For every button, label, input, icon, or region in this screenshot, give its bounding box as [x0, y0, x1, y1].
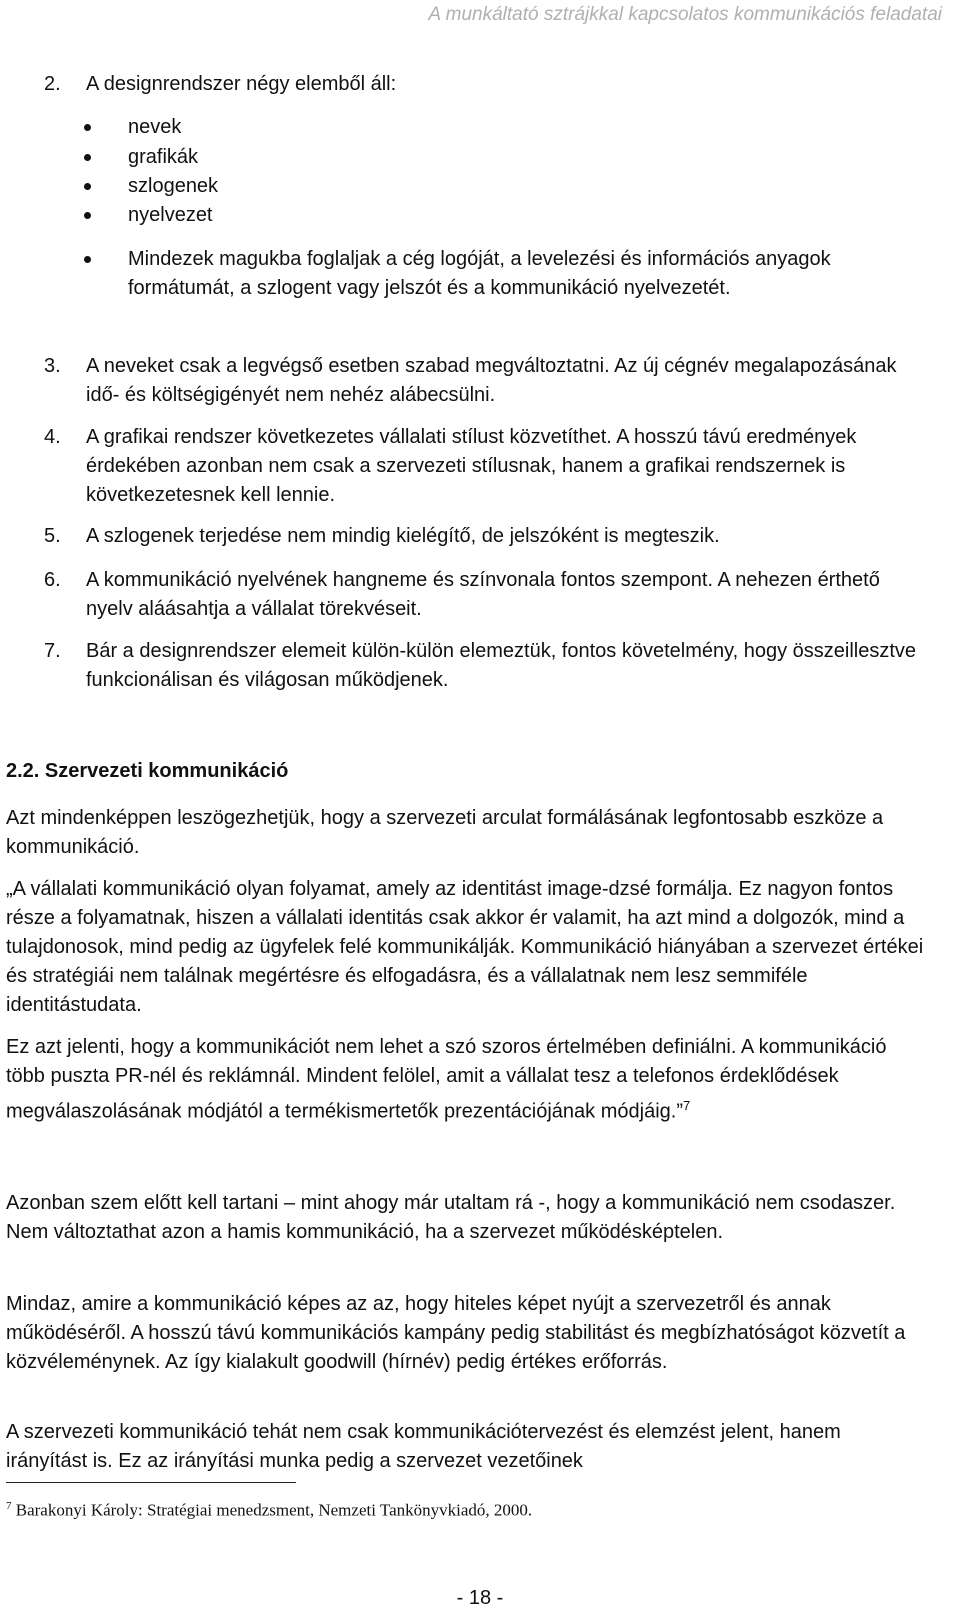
footnote-divider: [6, 1482, 296, 1483]
page-number: - 18 -: [456, 1587, 504, 1609]
list-item-7: [44, 637, 924, 695]
list-text: A neveket csak a legvégső esetben szabad megváltoztatni. Az új cégnév megalapozásának idő- és költségigényét nem nehéz alábecsülni.: [86, 355, 897, 406]
list-item-2: [44, 70, 924, 99]
list-number: 5.: [44, 525, 61, 547]
paragraph: „A vállalati kommunikáció olyan folyamat, amely az identitást image-dzsé formálja. Ez nagyon fontos része a folyamatnak, hiszen a vállalati identitás csak akkor ér valamit, ha azt mind a dolgozók, mind a tulajdonosok, mind pedig az ügyfelek felé kommunikálják. Kommunikáció hiányában a szervezet értékei és stratégiái nem találnak megértésre és elfogadásra, és a vállalatnak nem lesz semmiféle identitástudata.: [6, 878, 924, 1016]
bullet-item: [84, 245, 924, 303]
footnote: [6, 1500, 532, 1521]
bullet-item: [84, 143, 924, 172]
bullet-text: szlogenek: [128, 175, 219, 197]
section-heading: 2.2. Szervezeti kommunikáció: [6, 760, 289, 782]
list-item-3: [44, 352, 924, 410]
footnote-text: Barakonyi Károly: Stratégiai menedzsment, Nemzeti Tankönyvkiadó, 2000.: [15, 1500, 533, 1520]
list-item-4: [44, 423, 924, 510]
bullet-text: grafikák: [128, 146, 199, 168]
bullet-item: [84, 172, 924, 201]
bullet-icon: [84, 256, 91, 263]
footnote-marker: 7: [683, 1098, 691, 1113]
bullet-icon: [84, 212, 91, 219]
paragraph-text: Ez azt jelenti, hogy a kommunikációt nem lehet a szó szoros értelmében definiálni. A kommunikáció több puszta PR-nél és reklámnál. Mindent felölel, amit a vállalat tesz a telefonos érdeklődések megválaszolásának módjától a termékismertetők prezentációjának módjáig.”: [6, 1036, 887, 1123]
list-number: 6.: [44, 569, 61, 591]
bullet-text: nevek: [128, 116, 182, 138]
paragraph: [6, 1033, 926, 1127]
list-number: 3.: [44, 355, 61, 377]
list-number: 7.: [44, 640, 61, 662]
list-number: 4.: [44, 426, 61, 448]
list-number: 2.: [44, 73, 61, 95]
bullet-text: Mindezek magukba foglaljak a cég logóját, a levelezési és információs anyagok formátumát, a szlogent vagy jelszót és a kommunikáció nyelvezetét.: [128, 248, 831, 299]
bullet-text: nyelvezet: [128, 204, 213, 226]
paragraph: Mindaz, amire a kommunikáció képes az az, hogy hiteles képet nyújt a szervezetről és annak működéséről. A hosszú távú kommunikációs kampány pedig stabilitást és megbízhatóságot közvetít a közvéleménynek. Az így kialakult goodwill (hírnév) pedig értékes erőforrás.: [6, 1293, 906, 1373]
list-text: A kommunikáció nyelvének hangneme és színvonala fontos szempont. A nehezen érthető nyelv aláásahtja a vállalat törekvéseit.: [86, 569, 880, 620]
list-text: A grafikai rendszer következetes vállalati stílust közvetíthet. A hosszú távú eredmények érdekében azonban nem csak a szervezeti stílusnak, hanem a grafikai rendszernek is következetesnek kell lennie.: [86, 426, 857, 506]
bullet-icon: [84, 183, 91, 190]
list-item-6: [44, 566, 924, 624]
bullet-icon: [84, 124, 91, 131]
bullet-item: [84, 201, 924, 230]
list-text: A designrendszer négy elemből áll:: [86, 73, 397, 95]
paragraph: Azt mindenképpen leszögezhetjük, hogy a szervezeti arculat formálásának legfontosabb eszköze a kommunikáció.: [6, 807, 884, 858]
bullet-icon: [84, 154, 91, 161]
bullet-item: [84, 113, 924, 142]
footnote-number: 7: [6, 1500, 12, 1512]
paragraph: A szervezeti kommunikáció tehát nem csak kommunikációtervezést és elemzést jelent, hanem irányítást is. Ez az irányítási munka pedig a szervezet vezetőinek: [6, 1421, 841, 1472]
paragraph: Azonban szem előtt kell tartani – mint ahogy már utaltam rá -, hogy a kommunikáció nem csodaszer. Nem változtathat azon a hamis kommunikáció, ha a szervezet működésképtelen.: [6, 1192, 896, 1243]
list-text: Bár a designrendszer elemeit külön-külön elemeztük, fontos követelmény, hogy összeillesztve funkcionálisan és világosan működjenek.: [86, 640, 917, 691]
list-text: A szlogenek terjedése nem mindig kielégítő, de jelszóként is megteszik.: [86, 525, 720, 547]
running-header: A munkáltató sztrájkkal kapcsolatos kommunikációs feladatai: [428, 4, 942, 25]
list-item-5: [44, 522, 924, 551]
